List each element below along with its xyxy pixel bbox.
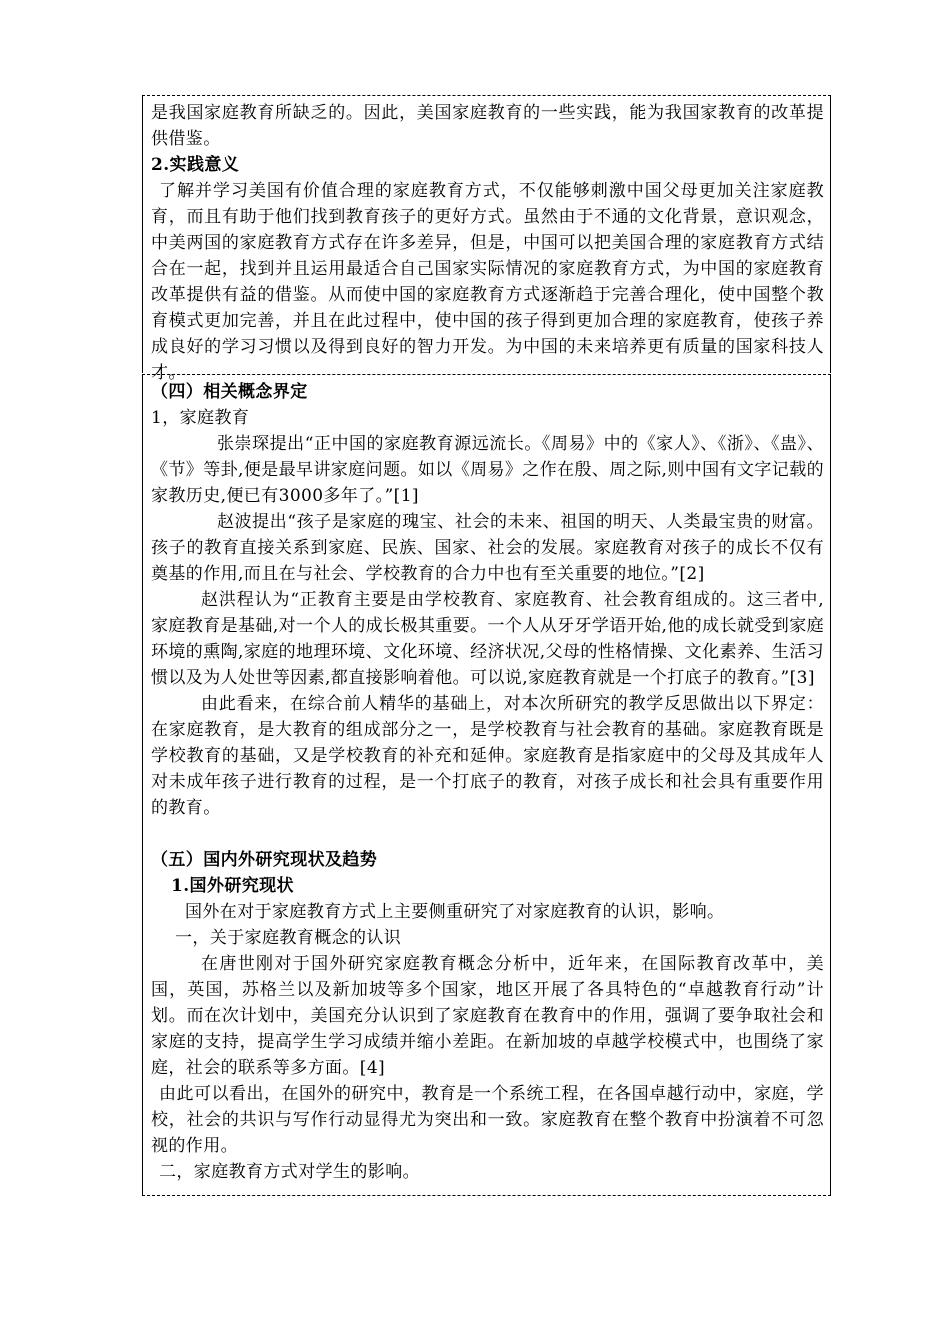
paragraph-reform-reference: 是我国家庭教育所缺乏的。因此，美国家庭教育的一些实践，能为我国家教育的改革提供借鉴。 bbox=[151, 103, 824, 149]
spacer bbox=[151, 821, 824, 847]
table-cell-concepts bbox=[142, 374, 831, 1196]
paragraph-point-one: 一，关于家庭教育概念的认识 bbox=[175, 928, 402, 948]
heading-concept-definition: （四）相关概念界定 bbox=[151, 382, 308, 402]
paragraph-practical-significance: 了解并学习美国有价值合理的家庭教育方式，不仅能够刺激中国父母更加关注家庭教育，而且有助于他们找到教育孩子的更好方式。虽然由于不通的文化背景，意识观念，中美两国的家庭教育方式存在许多差异，但是，中国可以把美国合理的家庭教育方式结合在一起，找到并且运用最适合自己国家实际情况的家庭教育方式，为中国的家庭教育改革提供有益的借鉴。从而使中国的家庭教育方式逐渐趋于完善合理化，使中国整个教育模式更加完善，并且在此过程中，使中国的孩子得到更加合理的家庭教育，使孩子养成良好的学习习惯以及得到良好的智力开发。为中国的未来培养更有质量的国家科技人才。 bbox=[151, 181, 824, 383]
paragraph-tang-shigang: 在唐世刚对于国外研究家庭教育概念分析中，近年来，在国际教育改革中，美国，英国，苏格兰以及新加坡等多个国家，地区开展了各具特色的“卓越教育行动”计划。而在次计划中，美国充分认识到了家庭教育在教育中的作用，强调了要争取社会和家庭的支持，提高学生学习成绩并缩小差距。在新加坡的卓越学校模式中，也围绕了家庭，社会的联系等多方面。[4] bbox=[151, 954, 824, 1078]
paragraph-foreign-summary: 由此可以看出，在国外的研究中，教育是一个系统工程，在各国卓越行动中，家庭，学校，社会的共识与写作行动显得尤为突出和一致。家庭教育在整个教育中扮演着不可忽视的作用。 bbox=[151, 1084, 824, 1156]
paragraph-foreign-focus: 国外在对于家庭教育方式上主要侧重研究了对家庭教育的认识，影响。 bbox=[185, 902, 725, 922]
paragraph-zhao-hongcheng: 赵洪程认为“正教育主要是由学校教育、家庭教育、社会教育组成的。这三者中,家庭教育是基础,对一个人的成长极其重要。一个人从牙牙学语开始,他的成长就受到家庭环境的熏陶,家庭的地理环境、文化环境、经济状况,父母的性格情操、文化素养、生活习惯以及为人处世等因素,都直接影响着他。可以说,家庭教育就是一个打底子的教育。”[3] bbox=[151, 590, 824, 688]
paragraph-zhao-bo: 赵波提出“孩子是家庭的瑰宝、社会的未来、祖国的明天、人类最宝贵的财富。孩子的教育直接关系到家庭、民族、国家、社会的发展。家庭教育对孩子的成长不仅有奠基的作用,而且在与社会、学校教育的合力中也有至关重要的地位。”[2] bbox=[151, 512, 824, 584]
paragraph-point-two: 二，家庭教育方式对学生的影响。 bbox=[159, 1162, 420, 1182]
heading-practical-significance: 2.实践意义 bbox=[151, 155, 240, 175]
heading-research-status: （五）国内外研究现状及趋势 bbox=[151, 850, 378, 870]
paragraph-zhang: 张崇琛提出“正中国的家庭教育源远流长。《周易》中的《家人》、《浙》、《蛊》、《节》等卦,便是最早讲家庭问题。如以《周易》之作在殷、周之际,则中国有文字记载的家教历史,便已有3000多年了。”[1] bbox=[151, 434, 824, 506]
subheading-family-education: 1，家庭教育 bbox=[151, 408, 250, 428]
table-cell-practice bbox=[142, 95, 831, 383]
paragraph-definition-conclusion: 由此看来，在综合前人精华的基础上，对本次所研究的教学反思做出以下界定：在家庭教育，是大教育的组成部分之一，是学校教育与社会教育的基础。家庭教育既是学校教育的基础，又是学校教育的补充和延伸。家庭教育是指家庭中的父母及其成年人对未成年孩子进行教育的过程，是一个打底子的教育，对孩子成长和社会具有重要作用的教育。 bbox=[151, 694, 824, 818]
subheading-foreign-research: 1.国外研究现状 bbox=[171, 876, 294, 896]
